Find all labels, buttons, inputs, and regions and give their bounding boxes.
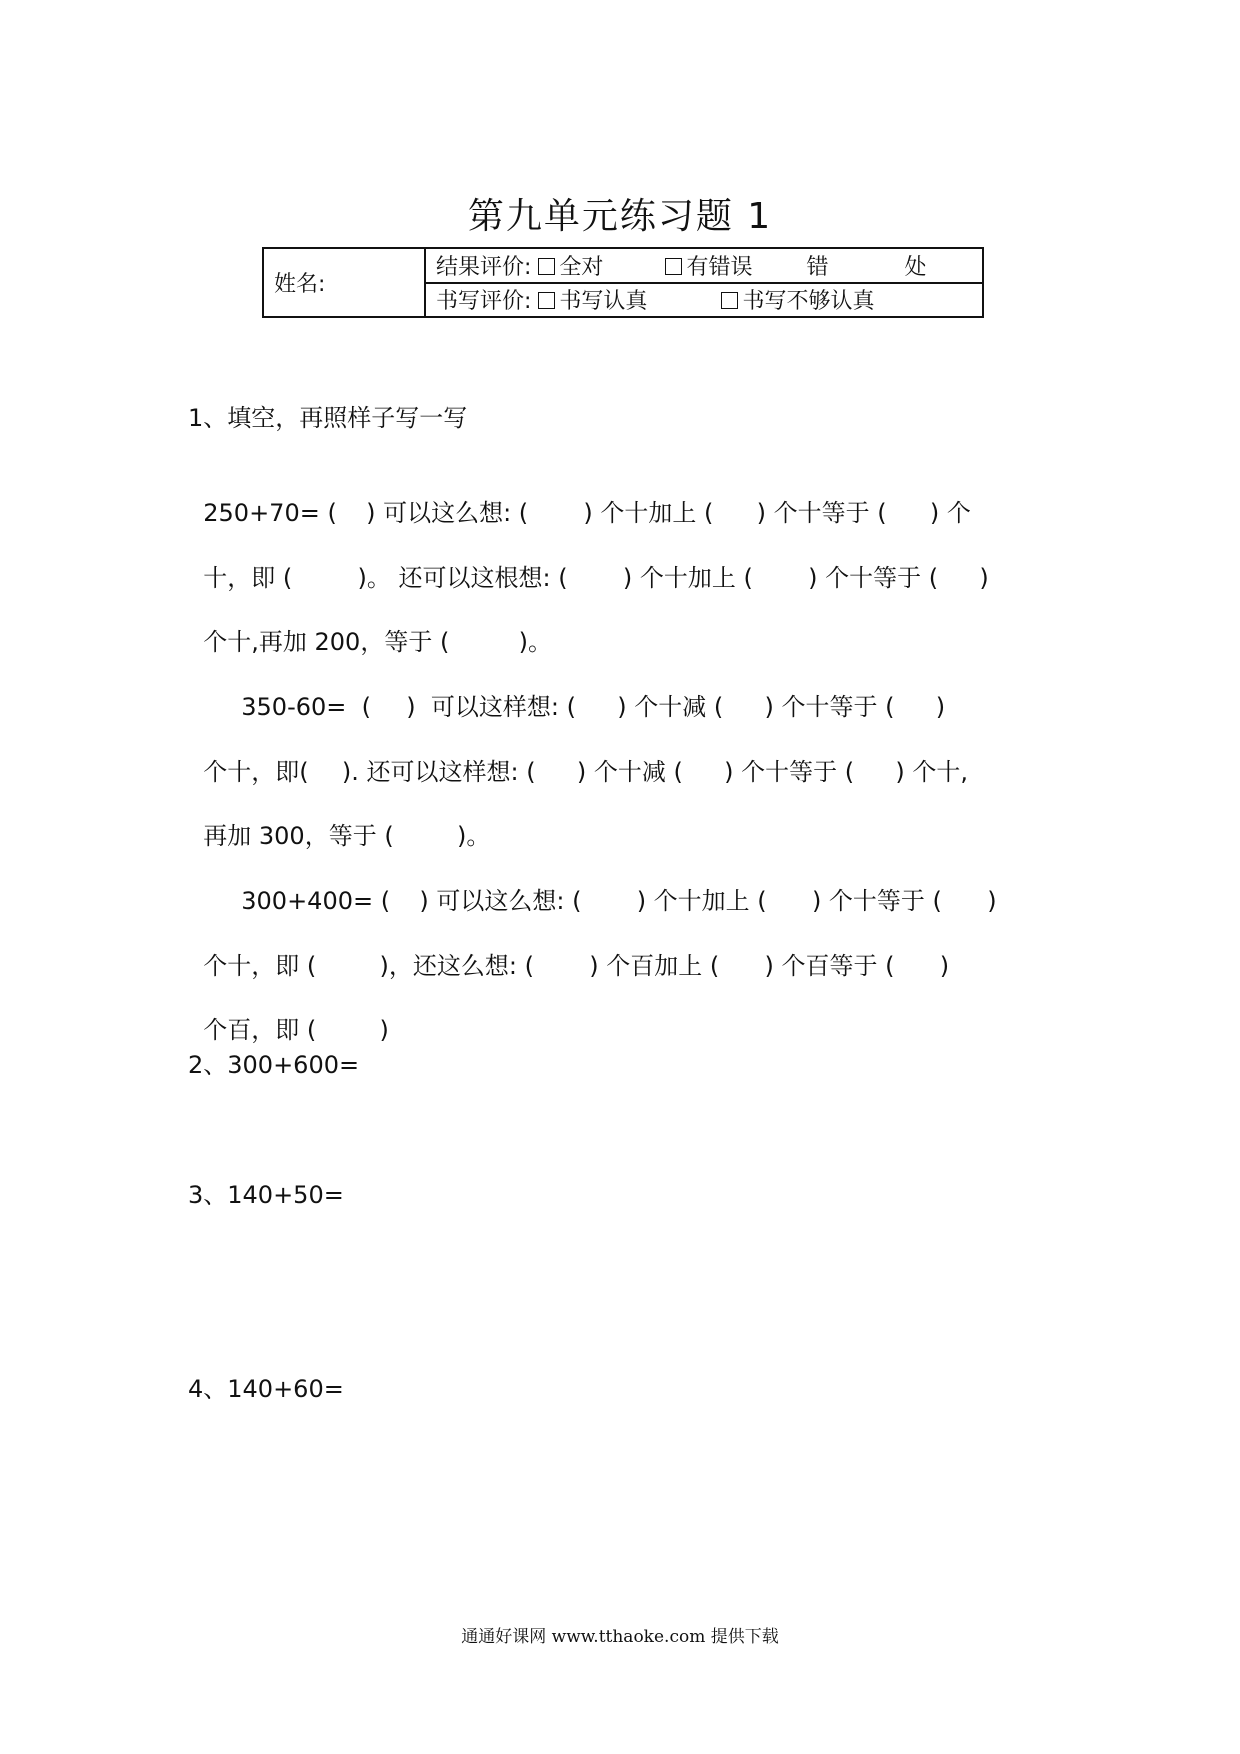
result-label: 结果评价: xyxy=(436,254,532,280)
writing-option-not-careful: 书写不够认真 xyxy=(742,289,875,315)
name-label: 姓名: xyxy=(274,272,326,297)
question-2: 2、300+600= xyxy=(188,1051,360,1079)
page-title: 第九单元练习题 1 xyxy=(467,196,773,237)
question-1-line: 再加 300，等于 ( )。 xyxy=(203,822,491,850)
question-1-line: 个十,再加 200，等于 ( )。 xyxy=(203,628,552,656)
error-label: 错 xyxy=(806,254,829,280)
footer-credit: 通通好课网 www.tthaoke.com 提供下载 xyxy=(461,1627,779,1647)
question-4: 4、140+60= xyxy=(188,1375,344,1403)
question-3: 3、140+50= xyxy=(188,1181,344,1209)
question-1-line: 十，即 ( )。 还可以这根想: ( ) 个十加上 ( ) 个十等于 ( ) xyxy=(203,564,989,592)
checkbox-icon[interactable] xyxy=(665,258,682,275)
result-option-has-errors: 有错误 xyxy=(686,254,753,280)
evaluation-table xyxy=(262,247,984,318)
result-evaluation-row xyxy=(425,248,983,283)
writing-option-careful: 书写认真 xyxy=(559,289,648,315)
name-field[interactable] xyxy=(263,248,425,317)
writing-label: 书写评价: xyxy=(436,289,532,315)
question-1-line: 300+400= ( ) 可以这么想: ( ) 个十加上 ( ) 个十等于 ( ) xyxy=(241,887,997,915)
question-1-line: 个百，即 ( ) xyxy=(203,1016,389,1044)
checkbox-icon[interactable] xyxy=(538,292,555,309)
writing-evaluation-row xyxy=(425,283,983,318)
result-option-all-correct: 全对 xyxy=(559,254,604,280)
question-1-line: 个十，即( ). 还可以这样想: ( ) 个十减 ( ) 个十等于 ( ) 个十, xyxy=(203,758,968,786)
checkbox-icon[interactable] xyxy=(538,258,555,275)
question-1-title: 1、填空，再照样子写一写 xyxy=(188,404,468,432)
question-1-line: 350-60= ( ) 可以这样想: ( ) 个十减 ( ) 个十等于 ( ) xyxy=(241,693,946,721)
question-1-line: 个十，即 ( )，还这么想: ( ) 个百加上 ( ) 个百等于 ( ) xyxy=(203,952,950,980)
question-1-line: 250+70= ( ) 可以这么想: ( ) 个十加上 ( ) 个十等于 ( ) 个 xyxy=(203,499,971,527)
checkbox-icon[interactable] xyxy=(721,292,738,309)
error-count-label: 处 xyxy=(904,254,927,280)
